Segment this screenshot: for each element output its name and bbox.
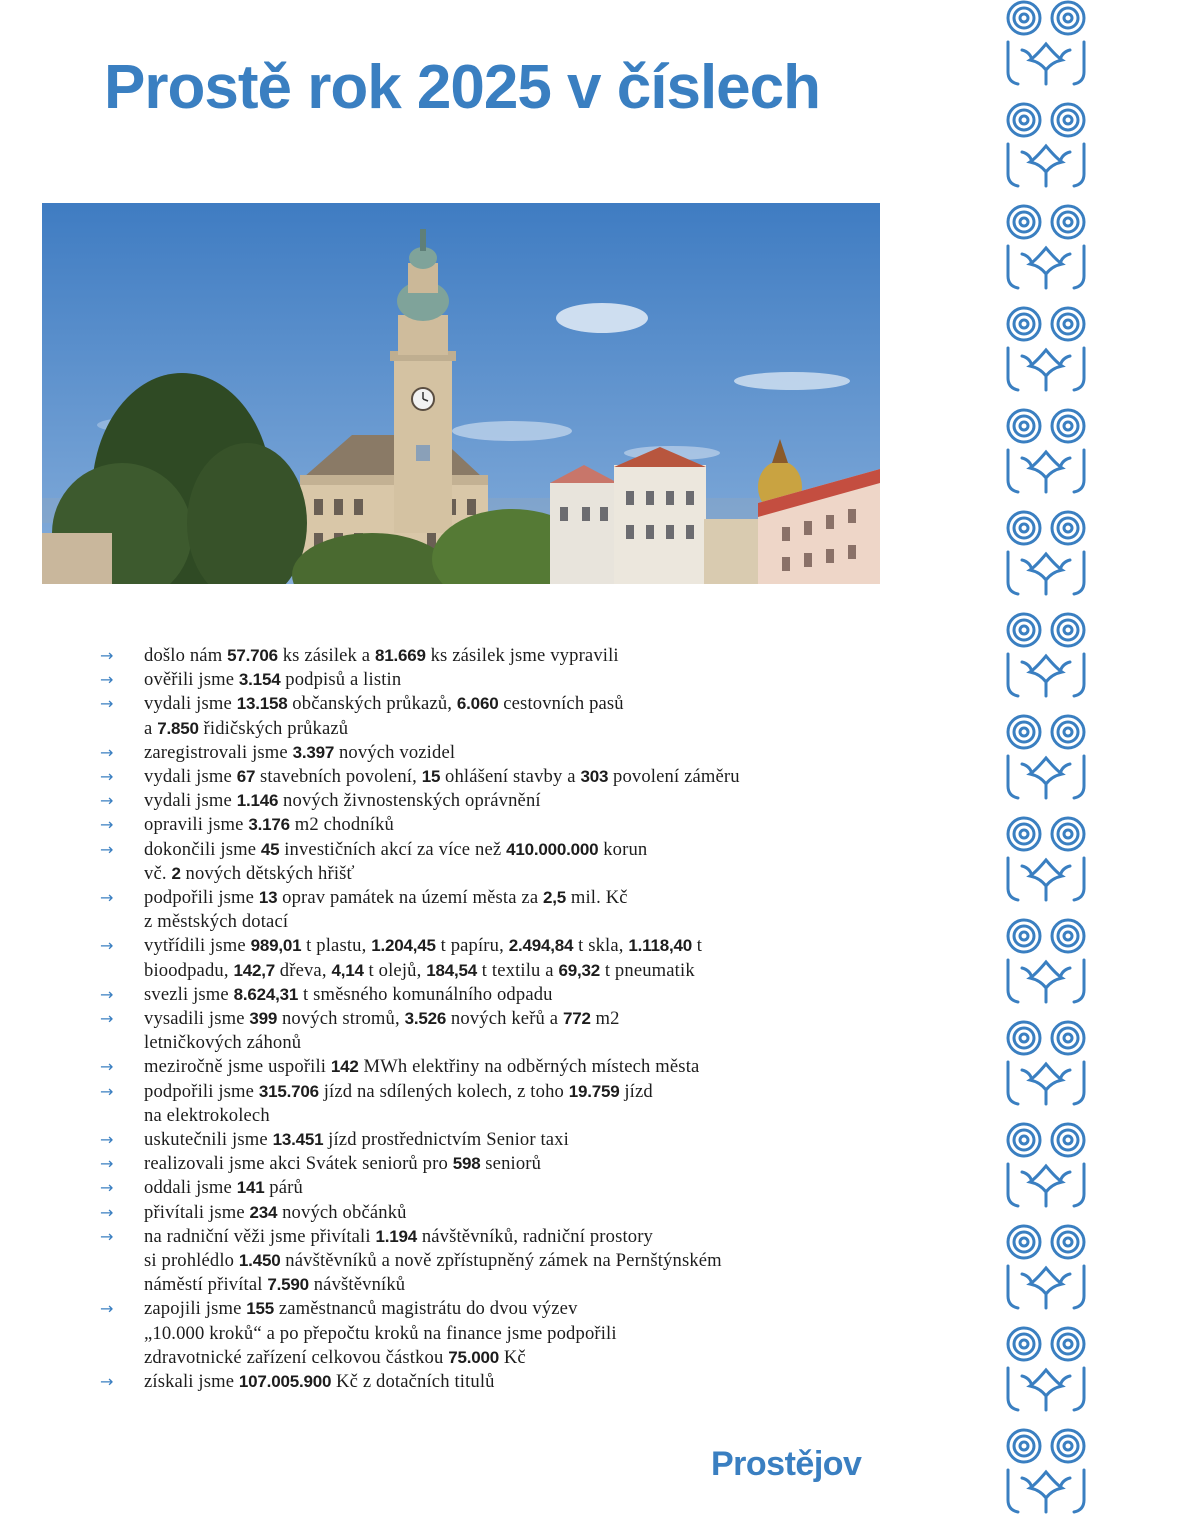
fact-item bbox=[100, 1128, 900, 1152]
fact-text: svezli jsme bbox=[144, 983, 234, 1005]
fact-number: 2 bbox=[171, 863, 181, 883]
fact-text: občanských průkazů, bbox=[287, 693, 457, 715]
fact-text: řidičských průkazů bbox=[198, 717, 349, 739]
fact-text: dokončili jsme bbox=[144, 838, 261, 860]
fact-text: mil. Kč bbox=[566, 887, 628, 909]
fact-text: nových občánků bbox=[277, 1201, 407, 1223]
fact-number: 399 bbox=[249, 1009, 278, 1029]
fact-text: a bbox=[144, 717, 158, 739]
fact-number: 141 bbox=[236, 1178, 265, 1198]
fact-number: 7.850 bbox=[157, 718, 199, 738]
fact-text: došlo nám bbox=[144, 645, 228, 666]
fact-item bbox=[100, 1225, 900, 1298]
fact-text: realizovali jsme akci Svátek seniorů pro bbox=[144, 1153, 453, 1175]
fact-item bbox=[100, 1176, 900, 1200]
arrow-right-icon: → bbox=[100, 670, 114, 690]
fact-number: 3.154 bbox=[238, 670, 281, 690]
arrow-right-icon: → bbox=[100, 1009, 114, 1029]
fact-text: ohlášení stavby a bbox=[440, 766, 581, 788]
fact-text: na radniční věži jsme přivítali bbox=[144, 1225, 376, 1247]
fact-number: 13.158 bbox=[236, 694, 288, 714]
fact-text: MWh elektřiny na odběrných místech města bbox=[358, 1056, 700, 1078]
fact-number: 67 bbox=[236, 767, 256, 787]
fact-number: 1.450 bbox=[238, 1251, 281, 1271]
arrow-right-icon: → bbox=[100, 1226, 114, 1246]
fact-number: 3.176 bbox=[248, 815, 290, 835]
fact-number: 1.146 bbox=[236, 791, 279, 811]
fact-text: t směsného komunálního odpadu bbox=[298, 983, 553, 1005]
arrow-right-icon: → bbox=[100, 646, 114, 665]
fact-text: získali jsme bbox=[144, 1371, 239, 1393]
fact-text: nových živnostenských oprávnění bbox=[278, 790, 541, 812]
fact-item bbox=[100, 741, 900, 765]
fact-item bbox=[100, 934, 900, 982]
fact-text: uskutečnili jsme bbox=[144, 1129, 273, 1151]
fact-text: meziročně jsme uspořili bbox=[144, 1056, 331, 1078]
fact-text: nových dětských hřišť bbox=[180, 862, 355, 884]
fact-text: t skla, bbox=[573, 935, 629, 957]
arrow-right-icon: → bbox=[100, 888, 114, 908]
fact-text: zapojili jsme bbox=[144, 1298, 247, 1320]
fact-text: jízd prostřednictvím Senior taxi bbox=[323, 1129, 569, 1151]
fact-number: 989,01 bbox=[250, 936, 302, 956]
fact-text: náměstí přivítal bbox=[144, 1274, 268, 1296]
arrow-right-icon: → bbox=[100, 1178, 114, 1198]
fact-item bbox=[100, 813, 900, 837]
arrow-right-icon: → bbox=[100, 742, 114, 762]
fact-text: párů bbox=[264, 1177, 303, 1199]
city-hall-photo bbox=[42, 203, 880, 584]
arrow-right-icon: → bbox=[100, 1299, 114, 1319]
fact-number: 772 bbox=[562, 1009, 591, 1029]
fact-text: stavebních povolení, bbox=[255, 766, 422, 788]
fact-text: podpisů a listin bbox=[280, 669, 402, 691]
facts-list bbox=[100, 644, 900, 1394]
fact-number: 69,32 bbox=[558, 960, 601, 980]
arrow-right-icon: → bbox=[100, 1202, 114, 1222]
fact-item bbox=[100, 765, 900, 789]
fact-number: 3.397 bbox=[292, 742, 335, 762]
fact-text: m2 bbox=[590, 1008, 620, 1030]
fact-text: vysadili jsme bbox=[144, 1008, 250, 1030]
arrow-right-icon: → bbox=[100, 984, 114, 1004]
fact-text: zaměstnanců magistrátu do dvou výzev bbox=[274, 1298, 578, 1320]
fact-number: 75.000 bbox=[448, 1347, 500, 1367]
fact-number: 3.526 bbox=[404, 1009, 447, 1029]
fact-number: 1.194 bbox=[375, 1226, 418, 1246]
fact-number: 1.118,40 bbox=[628, 936, 692, 956]
fact-number: 45 bbox=[260, 839, 280, 859]
fact-text: t papíru, bbox=[435, 935, 509, 957]
fact-text: jízd na sdílených kolech, z toho bbox=[318, 1080, 569, 1102]
fact-number: 410.000.000 bbox=[506, 839, 599, 859]
fact-text: opravili jsme bbox=[144, 814, 249, 836]
prostejov-logo: Prostějov bbox=[711, 1445, 862, 1483]
fact-text: vydali jsme bbox=[144, 766, 237, 788]
fact-item bbox=[100, 644, 900, 668]
fact-text: letničkových záhonů bbox=[144, 1032, 302, 1054]
fact-text: Kč bbox=[499, 1346, 526, 1368]
fact-number: 142 bbox=[330, 1057, 359, 1077]
fact-number: 1.204,45 bbox=[371, 936, 436, 956]
fact-text: investičních akcí za více než bbox=[279, 838, 507, 860]
fact-number: 15 bbox=[421, 767, 441, 787]
fact-text: vydali jsme bbox=[144, 790, 237, 812]
folk-ornament-border bbox=[1000, 0, 1092, 1530]
fact-text: t plastu, bbox=[301, 935, 372, 957]
fact-text: t olejů, bbox=[363, 959, 427, 981]
fact-text: dřeva, bbox=[275, 959, 332, 981]
fact-text: oprav památek na území města za bbox=[277, 887, 544, 909]
arrow-right-icon: → bbox=[100, 1081, 114, 1101]
fact-item bbox=[100, 1080, 900, 1128]
fact-number: 19.759 bbox=[568, 1081, 620, 1101]
arrow-right-icon: → bbox=[100, 815, 114, 835]
fact-item bbox=[100, 1007, 900, 1055]
fact-item bbox=[100, 886, 900, 934]
fact-text: na elektrokolech bbox=[144, 1104, 270, 1126]
fact-number: 155 bbox=[246, 1299, 275, 1319]
arrow-right-icon: → bbox=[100, 1057, 114, 1077]
fact-text: t bbox=[691, 935, 703, 957]
fact-text: povolení záměru bbox=[608, 766, 740, 788]
fact-text: si prohlédlo bbox=[144, 1250, 239, 1272]
arrow-right-icon: → bbox=[100, 839, 114, 859]
fact-number: 7.590 bbox=[267, 1275, 309, 1295]
fact-number: 142,7 bbox=[233, 960, 275, 980]
page-title: Prostě rok 2025 v číslech bbox=[104, 53, 821, 122]
fact-text: t pneumatik bbox=[600, 959, 695, 981]
fact-text: t textilu a bbox=[476, 959, 559, 981]
fact-number: 598 bbox=[452, 1154, 481, 1174]
fact-text: vč. bbox=[144, 862, 172, 884]
fact-text: návštěvníků bbox=[308, 1274, 406, 1296]
fact-item bbox=[100, 838, 900, 886]
fact-text: návštěvníků, radniční prostory bbox=[417, 1225, 654, 1247]
fact-item bbox=[100, 1055, 900, 1079]
fact-text: z městských dotací bbox=[144, 911, 289, 933]
fact-item bbox=[100, 1152, 900, 1176]
fact-number: 2,5 bbox=[543, 888, 567, 908]
fact-number: 4,14 bbox=[331, 960, 364, 980]
fact-item bbox=[100, 668, 900, 692]
fact-item bbox=[100, 789, 900, 813]
fact-text: nových stromů, bbox=[277, 1008, 405, 1030]
fact-text: podpořili jsme bbox=[144, 1080, 259, 1102]
fact-number: 6.060 bbox=[456, 694, 499, 714]
fact-text: návštěvníků a nově zpřístupněný zámek na Pernštýnském bbox=[280, 1250, 722, 1272]
fact-number: 81.669 bbox=[375, 646, 426, 665]
fact-text: ks zásilek jsme vypravili bbox=[425, 645, 619, 666]
fact-text: Kč z dotačních titulů bbox=[331, 1371, 495, 1393]
fact-text: ks zásilek a bbox=[277, 645, 376, 666]
fact-item bbox=[100, 1370, 900, 1394]
fact-text: zaregistrovali jsme bbox=[144, 741, 293, 763]
fact-number: 2.494,84 bbox=[508, 936, 574, 956]
fact-text: m2 chodníků bbox=[289, 814, 394, 836]
fact-text: jízd bbox=[619, 1080, 653, 1102]
fact-item bbox=[100, 983, 900, 1007]
fact-number: 234 bbox=[249, 1202, 278, 1222]
fact-item bbox=[100, 692, 900, 740]
fact-number: 107.005.900 bbox=[238, 1372, 332, 1392]
fact-number: 13.451 bbox=[272, 1130, 324, 1150]
fact-text: bioodpadu, bbox=[144, 959, 234, 981]
fact-text: podpořili jsme bbox=[144, 887, 259, 909]
fact-number: 13 bbox=[258, 888, 278, 908]
fact-text: oddali jsme bbox=[144, 1177, 237, 1199]
fact-text: přivítali jsme bbox=[144, 1201, 250, 1223]
fact-number: 184,54 bbox=[426, 960, 477, 980]
fact-text: ověřili jsme bbox=[144, 669, 239, 691]
fact-text: korun bbox=[598, 838, 648, 860]
arrow-right-icon: → bbox=[100, 1372, 114, 1392]
fact-text: nových vozidel bbox=[334, 741, 456, 763]
fact-text: zdravotnické zařízení celkovou částkou bbox=[144, 1346, 449, 1368]
arrow-right-icon: → bbox=[100, 936, 114, 956]
fact-item bbox=[100, 1297, 900, 1370]
fact-text: seniorů bbox=[480, 1153, 542, 1175]
arrow-right-icon: → bbox=[100, 694, 114, 714]
arrow-right-icon: → bbox=[100, 767, 114, 787]
fact-text: cestovních pasů bbox=[498, 693, 624, 715]
arrow-right-icon: → bbox=[100, 1130, 114, 1150]
fact-text: „10.000 kroků“ a po přepočtu kroků na finance jsme podpořili bbox=[144, 1322, 617, 1344]
fact-number: 57.706 bbox=[227, 646, 278, 665]
fact-number: 303 bbox=[580, 767, 609, 787]
fact-item bbox=[100, 1201, 900, 1225]
arrow-right-icon: → bbox=[100, 791, 114, 811]
fact-text: vydali jsme bbox=[144, 693, 237, 715]
fact-number: 315.706 bbox=[258, 1081, 319, 1101]
arrow-right-icon: → bbox=[100, 1154, 114, 1174]
fact-text: nových keřů a bbox=[446, 1008, 563, 1030]
fact-text: vytřídili jsme bbox=[144, 935, 251, 957]
fact-number: 8.624,31 bbox=[233, 984, 299, 1004]
